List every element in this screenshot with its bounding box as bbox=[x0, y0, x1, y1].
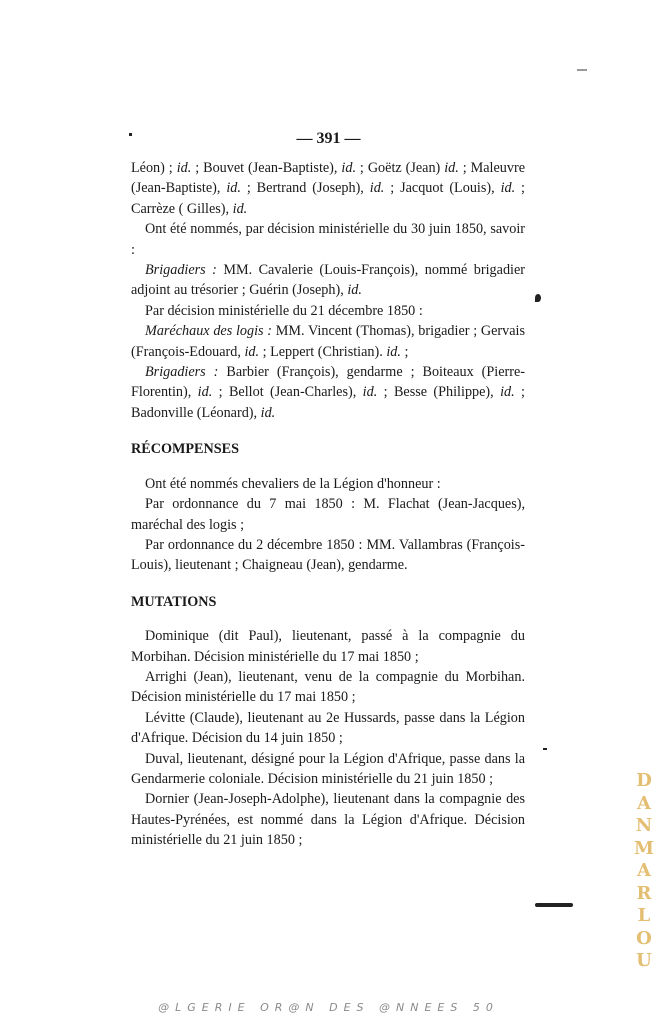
paragraph-mutation-duval: Duval, lieutenant, désigné pour la Légion d'Afrique, passe dans la Gendarmerie coloniale. Décision ministérielle du 21 juin 1850 ; bbox=[131, 750, 525, 787]
paragraph-marechaux-des-logis: Maréchaux des logis : MM. Vincent (Thomas), brigadier ; Gervais (François-Edouard, id. ; Leppert (Christian). id. ; bbox=[131, 323, 525, 360]
page-number: — 391 — bbox=[296, 130, 361, 147]
paragraph-brigadiers-1: Brigadiers : MM. Cavalerie (Louis-François), nommé brigadier adjoint au trésorier ; Guérin (Joseph), id. bbox=[131, 262, 525, 299]
speck-top-right bbox=[577, 69, 587, 71]
ink-mark-right bbox=[535, 294, 541, 302]
danmarlou-watermark: D A N M A R L O U bbox=[634, 770, 654, 971]
speck-top-left bbox=[129, 133, 132, 136]
heading-recompenses: RÉCOMPENSES bbox=[131, 441, 239, 458]
paragraph-decision-21-decembre: Par décision ministérielle du 21 décembre 1850 : bbox=[145, 302, 423, 319]
paragraph-names-continued: Léon) ; id. ; Bouvet (Jean-Baptiste), id. ; Goëtz (Jean) id. ; Maleuvre (Jean-Baptiste), id. ; Bertrand (Joseph), id. ; Jacquot (Louis), id. ; Carrèze ( Gilles), id. bbox=[131, 160, 526, 217]
paragraph-ordonnance-7-mai: Par ordonnance du 7 mai 1850 : M. Flachat (Jean-Jacques), maréchal des logis ; bbox=[131, 496, 525, 533]
paragraph-brigadiers-2: Brigadiers : Barbier (François), gendarme ; Boiteaux (Pierre-Florentin), id. ; Bellot (Jean-Charles), id. ; Besse (Philippe), id. ; Badonville (Léonard), id. bbox=[131, 364, 525, 421]
heading-mutations: MUTATIONS bbox=[131, 593, 217, 610]
paragraph-mutation-dornier: Dornier (Jean-Joseph-Adolphe), lieutenant dans la compagnie des Hautes-Pyrénées, est nommé dans la Légion d'Afrique. Décision ministérielle du 21 juin 1850 ; bbox=[131, 791, 525, 849]
page-body bbox=[131, 158, 525, 851]
paragraph-mutation-dominique: Dominique (dit Paul), lieutenant, passé à la compagnie du Morbihan. Décision ministérielle du 17 mai 1850 ; bbox=[131, 628, 525, 665]
paragraph-legion-honneur: Ont été nommés chevaliers de la Légion d'honneur : bbox=[145, 475, 441, 492]
ink-dash-right bbox=[535, 903, 573, 907]
speck-margin bbox=[543, 748, 547, 750]
footer-caption: @LGERIE OR@N DES @NNEES 50 bbox=[158, 1001, 499, 1014]
paragraph-ordonnance-2-decembre: Par ordonnance du 2 décembre 1850 : MM. Vallambras (François-Louis), lieutenant ; Chaigneau (Jean), gendarme. bbox=[131, 536, 525, 574]
paragraph-mutation-levitte: Lévitte (Claude), lieutenant au 2e Hussards, passe dans la Légion d'Afrique. Décision du 14 juin 1850 ; bbox=[131, 709, 525, 747]
paragraph-mutation-arrighi: Arrighi (Jean), lieutenant, venu de la compagnie du Morbihan. Décision ministérielle du 17 mai 1850 ; bbox=[131, 668, 525, 706]
paragraph-nominations-30-juin: Ont été nommés, par décision ministérielle du 30 juin 1850, savoir : bbox=[131, 221, 525, 258]
